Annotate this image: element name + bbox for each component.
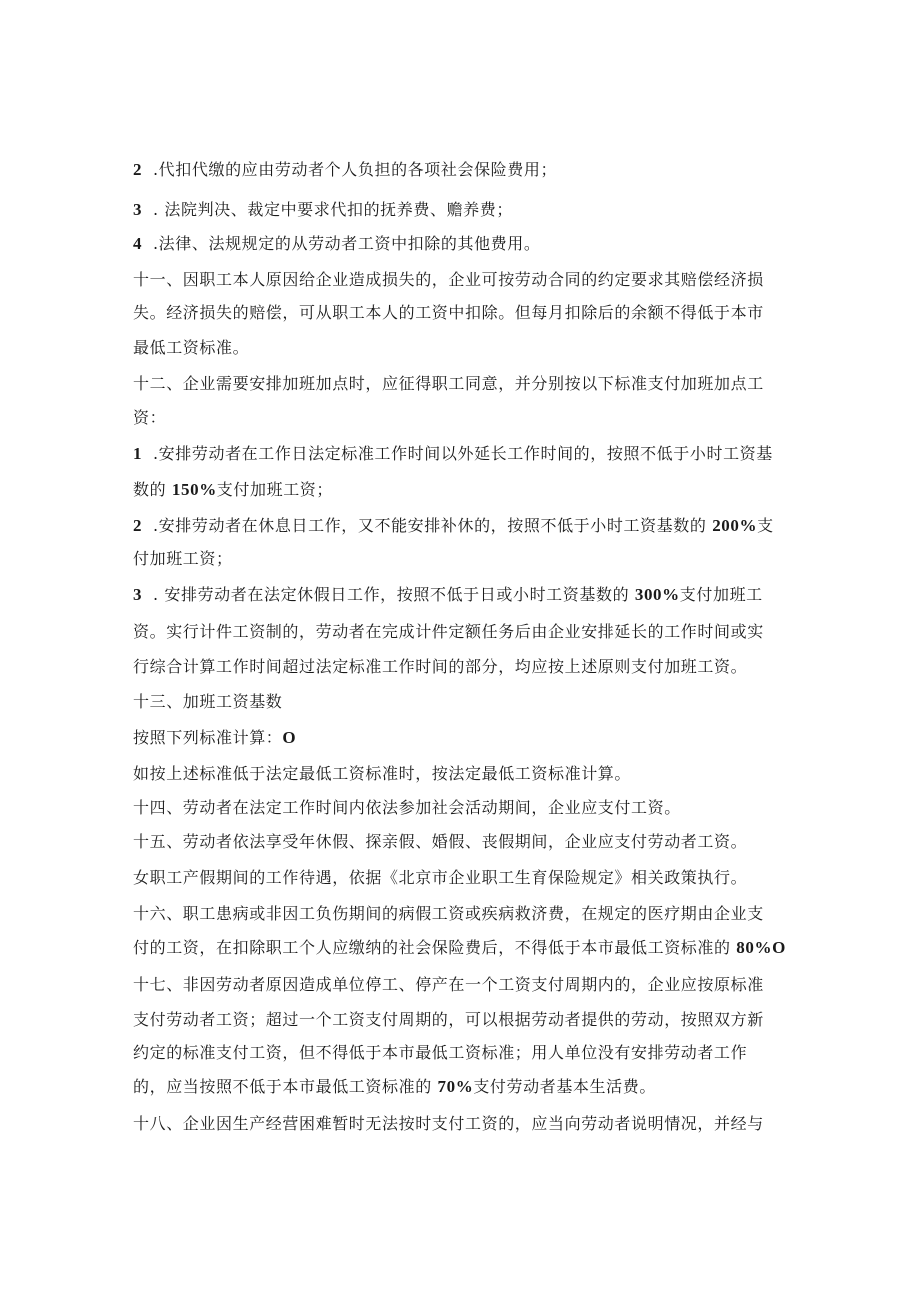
text-line xyxy=(133,303,764,323)
line-text: 最低工资标准。 xyxy=(133,338,250,357)
line-text: 付加班工资； xyxy=(133,549,233,568)
line-text: 付的工资，在扣除职工个人应缴纳的社会保险费后，不得低于本市最低工资标准的 xyxy=(133,938,737,957)
text-line xyxy=(133,764,631,784)
line-text: 按照下列标准计算： xyxy=(133,728,283,747)
line-text: 十六、职工患病或非因工负伤期间的病假工资或疾病救济费，在规定的医疗期由企业支 xyxy=(133,904,764,923)
text-line xyxy=(133,1077,656,1097)
emphasis-text: O xyxy=(282,728,297,747)
line-text: 十七、非因劳动者原因造成单位停工、停产在一个工资支付周期内的，企业应按原标准 xyxy=(133,975,764,994)
emphasis-text: 80%O xyxy=(736,938,786,957)
text-line xyxy=(133,868,747,888)
line-text: 十三、加班工资基数 xyxy=(133,692,283,711)
text-line xyxy=(133,657,747,677)
line-text: 失。经济损失的赔偿，可从职工本人的工资中扣除。但每月扣除后的余额不得低于本市 xyxy=(133,303,764,322)
line-text: 支 xyxy=(757,516,774,535)
line-text: 行综合计算工作时间超过法定标准工作时间的部分，均应按上述原则支付加班工资。 xyxy=(133,657,748,676)
text-line xyxy=(133,374,764,394)
line-text: 支付加班工资； xyxy=(216,480,333,499)
line-text: 十四、劳动者在法定工作时间内依法参加社会活动期间，企业应支付工资。 xyxy=(133,798,681,817)
line-text: 十一、因职工本人原因给企业造成损失的，企业可按劳动合同的约定要求其赔偿经济损 xyxy=(133,270,764,289)
text-line xyxy=(133,938,786,958)
text-line xyxy=(133,516,774,536)
list-number: 3 xyxy=(133,200,143,219)
emphasis-text: 300% xyxy=(634,585,680,604)
text-line xyxy=(133,408,166,428)
text-line xyxy=(133,728,296,748)
text-line xyxy=(133,798,681,818)
text-line xyxy=(133,234,541,254)
text-line xyxy=(133,160,557,180)
text-line xyxy=(133,904,764,924)
line-text: 女职工产假期间的工作待遇，依据《北京市企业职工生育保险规定》相关政策执行。 xyxy=(133,868,748,887)
line-text: 资： xyxy=(133,408,167,427)
line-text: 支付劳动者基本生活费。 xyxy=(473,1077,656,1096)
list-number: 4 xyxy=(133,234,143,253)
text-line xyxy=(133,1043,747,1063)
text-line xyxy=(133,444,773,464)
line-text: 约定的标准支付工资，但不得低于本市最低工资标准；用人单位没有安排劳动者工作 xyxy=(133,1043,748,1062)
emphasis-text: 200% xyxy=(712,516,758,535)
line-text: 十二、企业需要安排加班加点时，应征得职工同意，并分别按以下标准支付加班加点工 xyxy=(133,374,764,393)
line-text: 十八、企业因生产经营困难暂时无法按时支付工资的，应当向劳动者说明情况，并经与 xyxy=(133,1114,764,1133)
line-text: . 安排劳动者在法定休假日工作，按照不低于日或小时工资基数的 xyxy=(153,585,635,604)
line-text: .代扣代缴的应由劳动者个人负担的各项社会保险费用； xyxy=(153,160,558,179)
emphasis-text: 150% xyxy=(171,480,217,499)
text-line xyxy=(133,1114,764,1134)
line-text: 资。实行计件工资制的，劳动者在完成计件定额任务后由企业安排延长的工作时间或实 xyxy=(133,622,764,641)
list-number: 1 xyxy=(133,444,143,463)
line-text: 支付加班工 xyxy=(679,585,763,604)
line-text: .法律、法规规定的从劳动者工资中扣除的其他费用。 xyxy=(153,234,541,253)
list-number: 3 xyxy=(133,585,143,604)
emphasis-text: 70% xyxy=(437,1077,474,1096)
line-text: 数的 xyxy=(133,480,172,499)
text-line xyxy=(133,622,764,642)
line-text: . 法院判决、裁定中要求代扣的抚养费、赡养费； xyxy=(153,200,513,219)
text-line xyxy=(133,338,249,358)
line-text: .安排劳动者在休息日工作，又不能安排补休的，按照不低于小时工资基数的 xyxy=(153,516,713,535)
line-text: 支付劳动者工资；超过一个工资支付周期的，可以根据劳动者提供的劳动，按照双方新 xyxy=(133,1010,764,1029)
list-number: 2 xyxy=(133,516,143,535)
line-text: .安排劳动者在工作日法定标准工作时间以外延长工作时间的，按照不低于小时工资基 xyxy=(153,444,773,463)
list-number: 2 xyxy=(133,160,143,179)
line-text: 的，应当按照不低于本市最低工资标准的 xyxy=(133,1077,438,1096)
text-line xyxy=(133,585,763,605)
text-line xyxy=(133,975,764,995)
text-line xyxy=(133,480,333,500)
text-line xyxy=(133,270,764,290)
text-line xyxy=(133,692,282,712)
line-text: 如按上述标准低于法定最低工资标准时，按法定最低工资标准计算。 xyxy=(133,764,632,783)
text-line xyxy=(133,200,513,220)
text-line xyxy=(133,1010,764,1030)
text-line xyxy=(133,832,747,852)
text-line xyxy=(133,549,233,569)
line-text: 十五、劳动者依法享受年休假、探亲假、婚假、丧假期间，企业应支付劳动者工资。 xyxy=(133,832,748,851)
